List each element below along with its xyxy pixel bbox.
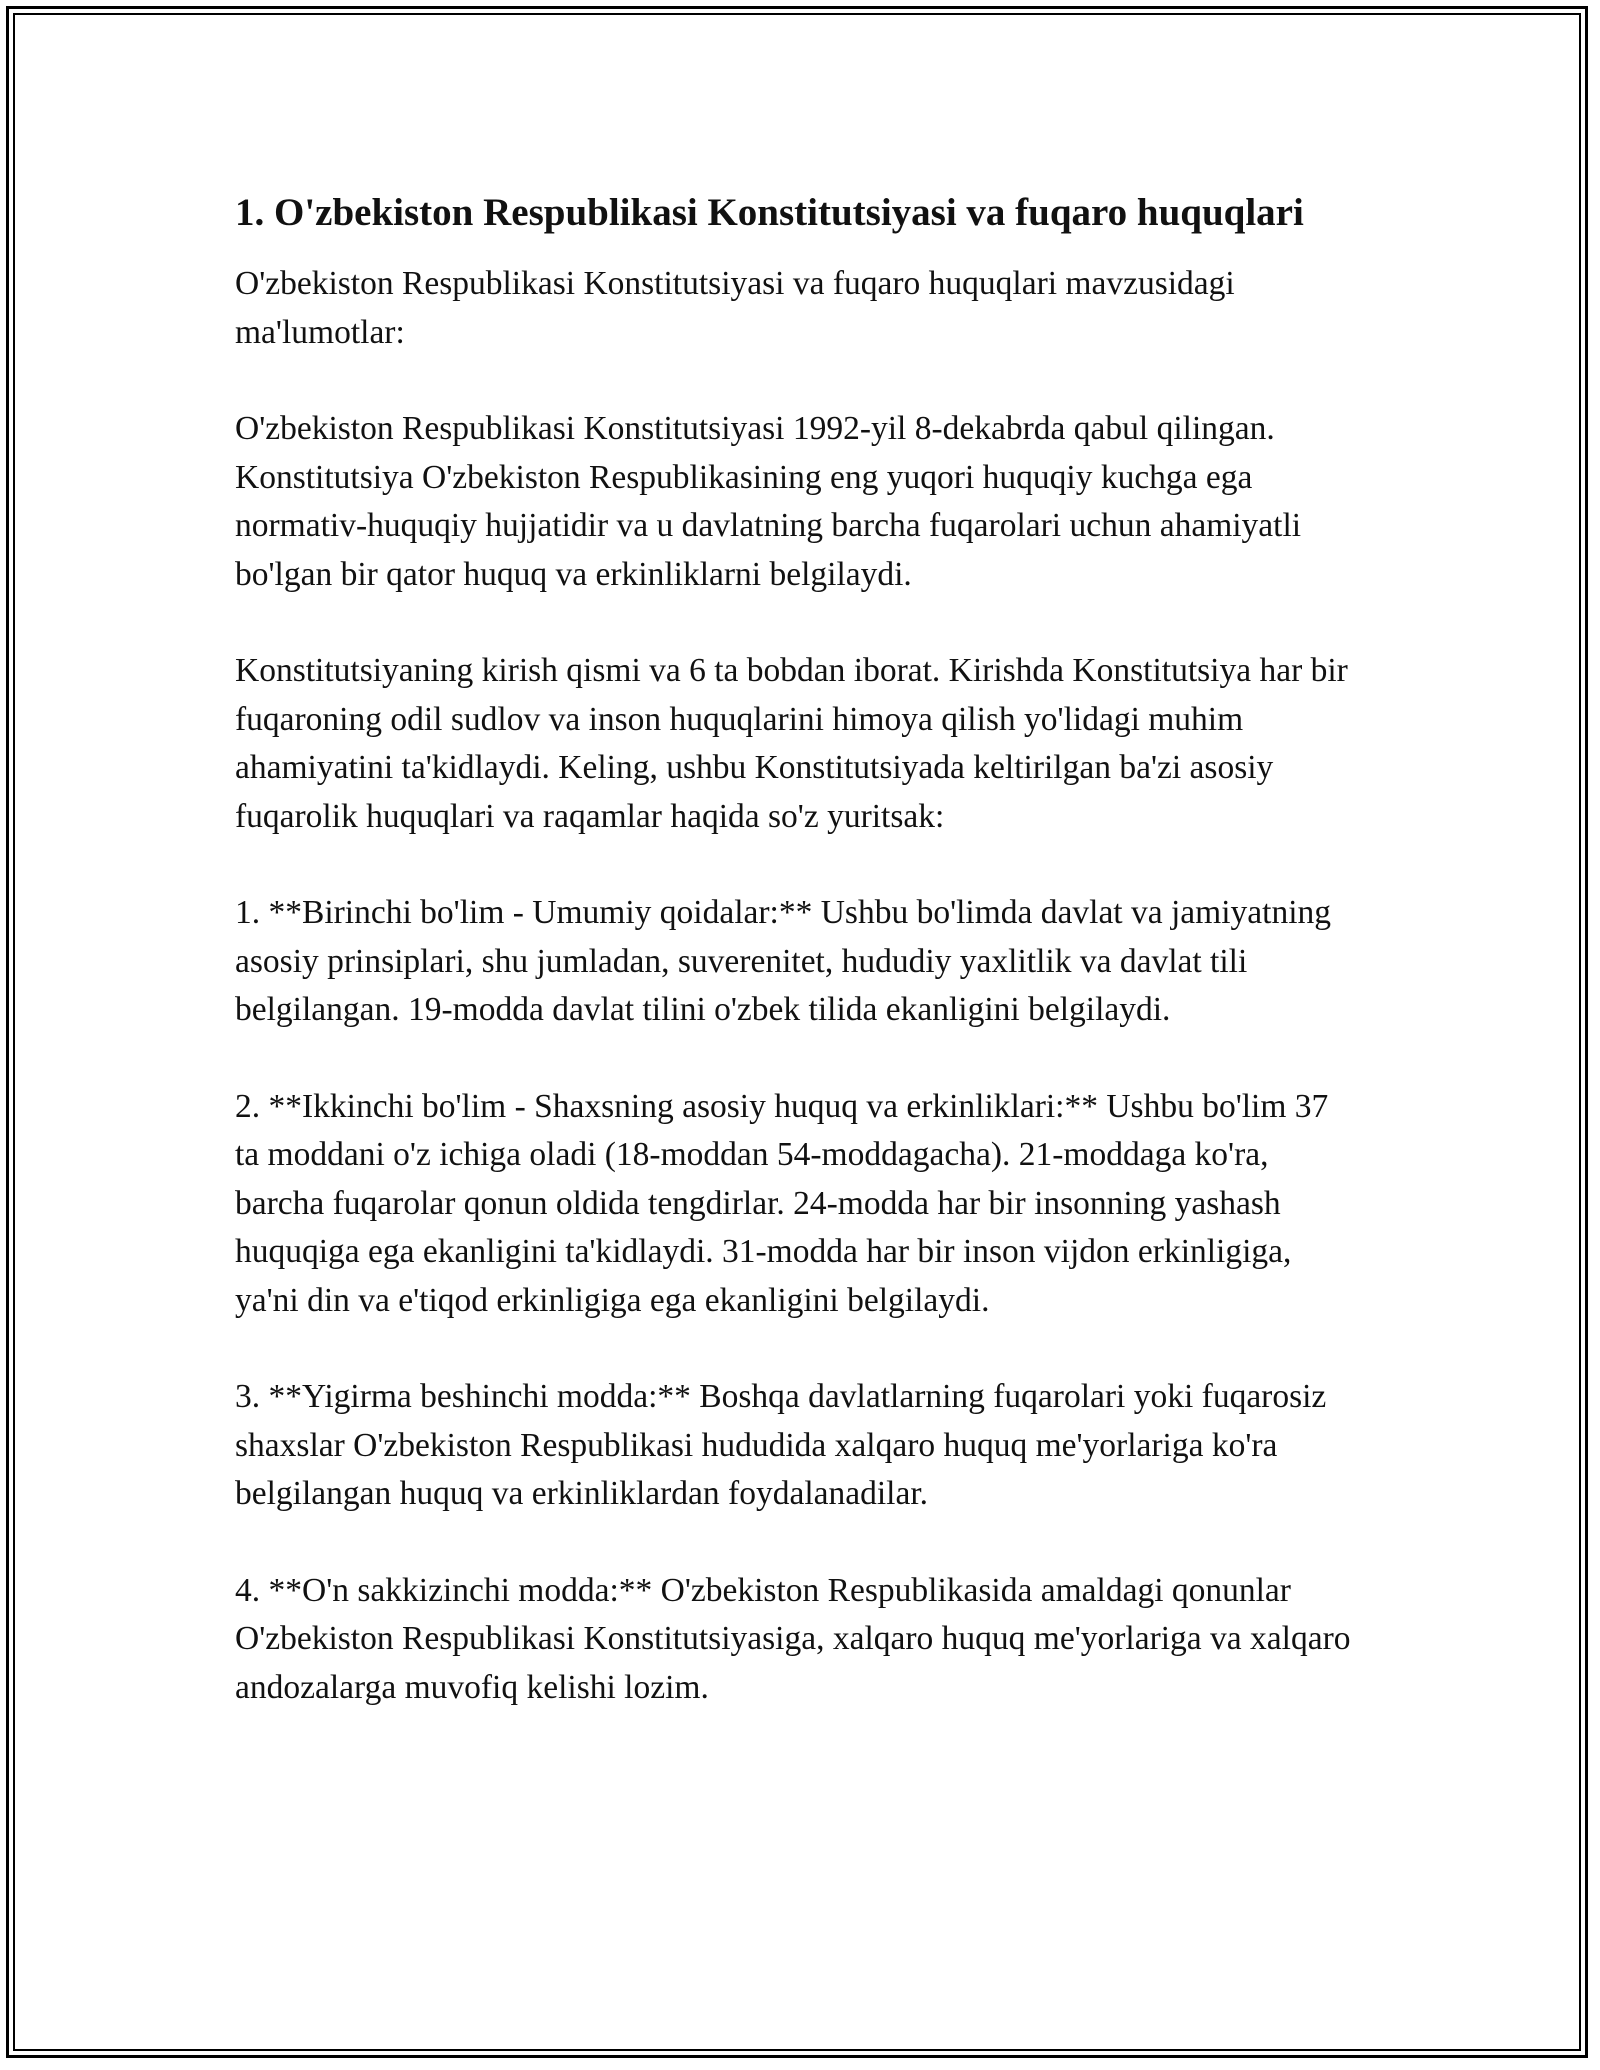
intro-paragraph: O'zbekiston Respublikasi Konstitutsiyasi va fuqaro huquqlari mavzusidagi ma'lumotlar: xyxy=(235,265,1235,351)
document-body xyxy=(235,186,1355,1760)
list-item-1: 1. **Birinchi bo'lim - Umumiy qoidalar:** Ushbu bo'limda davlat va jamiyatning asosiy prinsiplari, shu jumladan, suverenitet, hududiy yaxlitlik va davlat tili belgilangan. 19-modda davlat tilini o'zbek tilida ekanligini belgilaydi. xyxy=(235,894,1332,1028)
structure-paragraph: Konstitutsiyaning kirish qismi va 6 ta bobdan iborat. Kirishda Konstitutsiya har bir fuqaroning odil sudlov va inson huquqlarini himoya qilish yo'lidagi muhim ahamiyatini ta'kidlaydi. Keling, ushbu Konstitutsiyada keltirilgan ba'zi asosiy fuqarolik huquqlari va raqamlar haqida so'z yuritsak: xyxy=(235,652,1348,835)
list-item-3: 3. **Yigirma beshinchi modda:** Boshqa davlatlarning fuqarolari yoki fuqarosiz shaxslar O'zbekiston Respublikasi hududida xalqaro huquq me'yorlariga ko'ra belgilangan huquq va erkinliklardan foydalanadilar. xyxy=(235,1378,1327,1512)
adoption-paragraph: O'zbekiston Respublikasi Konstitutsiyasi 1992-yil 8-dekabrda qabul qilingan. Konstitutsiya O'zbekiston Respublikasining eng yuqori huquqiy kuchga ega normativ-huquqiy hujjatidir va u davlatning barcha fuqarolari uchun ahamiyatli bo'lgan bir qator huquq va erkinliklarni belgilaydi. xyxy=(235,410,1302,593)
document-title: 1. O'zbekiston Respublikasi Konstitutsiyasi va fuqaro huquqlari xyxy=(235,191,1304,234)
list-item-4: 4. **O'n sakkizinchi modda:** O'zbekiston Respublikasida amaldagi qonunlar O'zbekiston Respublikasi Konstitutsiyasiga, xalqaro huquq me'yorlariga va xalqaro andozalarga muvofiq kelishi lozim. xyxy=(235,1571,1351,1706)
list-item-2: 2. **Ikkinchi bo'lim - Shaxsning asosiy huquq va erkinliklari:** Ushbu bo'lim 37 ta moddani o'z ichiga oladi (18-moddan 54-moddagacha). 21-moddaga ko'ra, barcha fuqarolar qonun oldida tengdirlar. 24-modda har bir insonning yashash huquqiga ega ekanligini ta'kidlaydi. 31-modda har bir inson vijdon erkinligiga, ya'ni din va e'tiqod erkinligiga ega ekanligini belgilaydi. xyxy=(235,1087,1329,1319)
